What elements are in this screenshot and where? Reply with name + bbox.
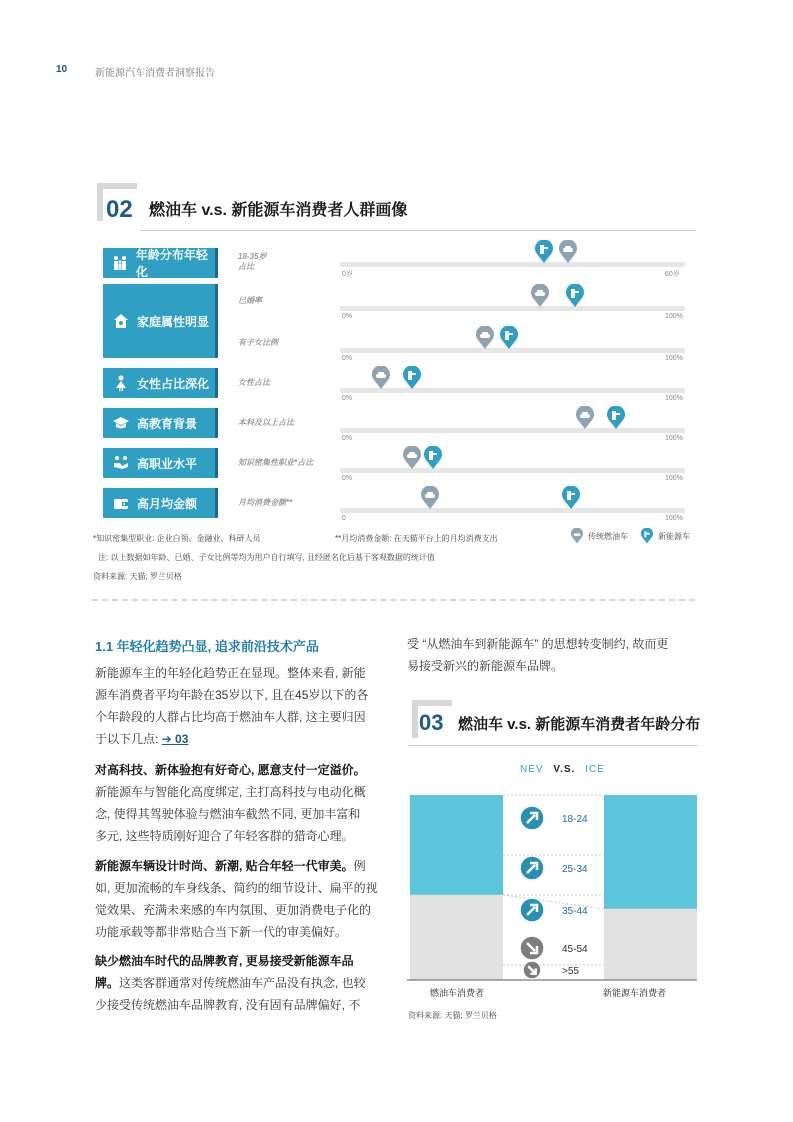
ice-legend-icon — [570, 528, 584, 544]
nev-legend-icon — [640, 528, 654, 544]
text-tail: 这类客群通常对传统燃油车产品没有执念, 也较 — [119, 976, 366, 990]
metric-label-line: 本科及以上占比 — [238, 418, 294, 427]
ice-car-marker — [530, 284, 550, 308]
paragraph-2 — [95, 759, 391, 847]
wallet-icon — [111, 493, 131, 513]
handshake-icon — [111, 453, 131, 473]
track-min-label: 0岁 — [342, 271, 353, 278]
ice-car-marker — [402, 446, 422, 470]
track-max-label: 100% — [665, 313, 683, 320]
category-label: 高教育背景 — [137, 416, 198, 431]
metric-track — [340, 388, 685, 393]
metric-track — [340, 306, 685, 311]
ice-label: ICE — [585, 764, 605, 775]
bar-segment-young — [604, 795, 697, 909]
bold-lead: 牌。 — [95, 976, 120, 990]
metric-label-line: 月均消费金额** — [238, 498, 293, 507]
text-line: 易接受新兴的新能源车品牌。 — [407, 659, 564, 673]
track-max-label: 100% — [665, 355, 683, 362]
track-min-label: 0% — [342, 355, 353, 362]
text-tail: 例 — [353, 859, 366, 873]
legend — [570, 528, 690, 544]
metric-label — [238, 338, 278, 348]
track-max-label: 100% — [665, 435, 683, 442]
paragraph-3 — [95, 855, 391, 943]
section-number: 02 — [106, 196, 133, 223]
graduation-cap-icon — [111, 413, 131, 433]
nev-charger-marker — [402, 366, 422, 390]
text-line: 觉效果、充满未来感的车内氛围、更加消费电子化的 — [95, 903, 372, 917]
nev-charger-marker — [499, 326, 519, 350]
category-label: 家庭属性明显 — [137, 314, 210, 329]
category-label-nev: 新能源车消费者 — [603, 988, 667, 998]
age-distribution-chart — [407, 780, 697, 1000]
text-line: 功能承载等都非常贴合当下新一代的审美偏好。 — [95, 925, 348, 939]
track-max-label: 100% — [665, 395, 683, 402]
paragraph-4 — [95, 950, 391, 1016]
track-min-label: 0% — [342, 395, 353, 402]
chart-header — [520, 764, 605, 775]
metric-track — [340, 262, 685, 267]
text-line: 多元, 这些特质刚好迎合了年轻客群的猎奇心理。 — [95, 829, 354, 843]
nev-charger-marker — [423, 446, 443, 470]
metric-label-line: 18-35岁 — [238, 252, 267, 261]
category-age — [103, 248, 218, 278]
metric-label-line: 已婚率 — [238, 296, 262, 305]
source-note: 资料来源: 天猫; 罗兰贝格 — [93, 572, 182, 581]
home-icon — [111, 311, 131, 331]
dashed-divider — [92, 599, 695, 601]
bold-lead: 缺少燃油车时代的品牌教育, 更易接受新能源车品 — [95, 954, 354, 968]
bold-lead: 新能源车辆设计时尚、新潮, 贴合年轻一代审美。 — [95, 859, 354, 873]
text-line: 个年龄段的人群占比均高于燃油车人群, 这主要归因 — [95, 710, 366, 724]
text-line: 源车消费者平均年龄在35岁以下, 且在45岁以下的各 — [95, 688, 369, 702]
category-spending — [103, 488, 218, 518]
age-group-label: 35-44 — [562, 906, 588, 917]
track-max-label: 100% — [665, 475, 683, 482]
footnote-spending: **月均消费金额: 在天猫平台上的月均消费支出 — [335, 534, 498, 543]
nev-label: NEV — [520, 764, 544, 775]
metric-label-line: 有子女比例 — [238, 338, 278, 347]
metric-label-line: 女性占比 — [238, 378, 270, 387]
ice-car-marker — [558, 240, 578, 264]
female-icon — [111, 373, 131, 393]
text-line: 少接受传统燃油车品牌教育, 没有固有品牌偏好, 不 — [95, 998, 361, 1012]
nev-charger-marker — [561, 486, 581, 510]
section-title: 燃油车 v.s. 新能源车消费者年龄分布 — [458, 716, 701, 733]
section-divider — [408, 745, 698, 746]
track-min-label: 0% — [342, 435, 353, 442]
metric-track — [340, 508, 685, 513]
category-label: 年龄分布年轻化 — [135, 248, 208, 279]
text-line: 如, 更加流畅的车身线条、简约的细节设计、扁平的视 — [95, 881, 378, 895]
category-label: 高月均金额 — [137, 496, 198, 511]
track-min-label: 0% — [342, 313, 353, 320]
ice-car-marker — [371, 366, 391, 390]
ice-car-marker — [420, 486, 440, 510]
legend-ice-label: 传统燃油车 — [588, 531, 628, 541]
nev-charger-marker — [606, 406, 626, 430]
family-icon — [111, 253, 130, 273]
track-max-label: 60岁 — [665, 271, 680, 278]
metric-label — [238, 418, 294, 428]
metric-label-line: 占比 — [238, 262, 254, 271]
metric-label — [238, 498, 292, 508]
metric-track — [340, 428, 685, 433]
paragraph-1 — [95, 662, 391, 750]
nev-charger-marker — [534, 240, 554, 264]
track-min-label: 0 — [342, 515, 346, 522]
page-number: 10 — [56, 64, 68, 75]
age-group-label: >55 — [562, 966, 579, 977]
text-line: 受 “从燃油车到新能源车” 的思想转变制约, 故而更 — [407, 637, 669, 651]
paragraph-continued — [407, 633, 703, 677]
track-max-label: 100% — [665, 515, 683, 522]
metric-label — [238, 252, 266, 272]
category-label: 女性占比深化 — [137, 376, 210, 391]
article-heading: 1.1 年轻化趋势凸显, 追求前沿技术产品 — [95, 639, 319, 654]
bar-segment-old — [604, 909, 697, 980]
metric-label — [238, 458, 313, 468]
footnote-occupation: *知识密集型职业: 企业白领、金融业、科研人员 — [93, 534, 261, 543]
category-label-ice: 燃油车消费者 — [430, 988, 485, 998]
category-education — [103, 408, 218, 438]
category-female — [103, 368, 218, 398]
connector-line — [503, 895, 604, 909]
section-title: 燃油车 v.s. 新能源车消费者人群画像 — [149, 202, 408, 219]
metric-label — [238, 296, 262, 306]
bold-lead: 对高科技、新体验抱有好奇心, 愿意支付一定溢价。 — [95, 763, 366, 777]
ice-car-marker — [575, 406, 595, 430]
bar-segment-young — [410, 795, 503, 895]
chart-source: 资料来源: 天猫; 罗兰贝格 — [408, 1011, 497, 1020]
document-title: 新能源汽车消费者洞察报告 — [95, 68, 215, 79]
data-note: 注: 以上数据如年龄、已婚、子女比例等均为用户自行填写, 且经匿名化后基于客观数据的统计值 — [98, 553, 435, 562]
bar-segment-old — [410, 895, 503, 980]
text-line: 于以下几点: — [95, 732, 162, 746]
category-label: 高职业水平 — [137, 456, 198, 471]
text-line: 念, 使得其驾驶体验与燃油车截然不同, 更加丰富和 — [95, 807, 361, 821]
metric-label — [238, 378, 270, 388]
vs-label: V.S. — [553, 764, 576, 775]
metric-label-line: 知识密集性职业*占比 — [238, 458, 314, 467]
text-line: 新能源车主的年轻化趋势正在显现。整体来看, 新能 — [95, 666, 366, 680]
ice-car-marker — [475, 326, 495, 350]
category-family — [103, 284, 218, 358]
age-group-label: 18-24 — [562, 814, 588, 825]
metric-track — [340, 468, 685, 473]
category-career — [103, 448, 218, 478]
legend-nev-label: 新能源车 — [658, 531, 690, 541]
section-divider — [140, 230, 696, 231]
age-group-label: 45-54 — [562, 944, 588, 955]
nev-charger-marker — [565, 284, 585, 308]
section-number: 03 — [419, 710, 444, 735]
text-line: 新能源车与智能化高度绑定, 主打高科技与电动化概 — [95, 785, 366, 799]
age-group-label: 25-34 — [562, 864, 588, 875]
figure-link[interactable]: ➔ 03 — [161, 732, 189, 746]
track-min-label: 0% — [342, 475, 353, 482]
